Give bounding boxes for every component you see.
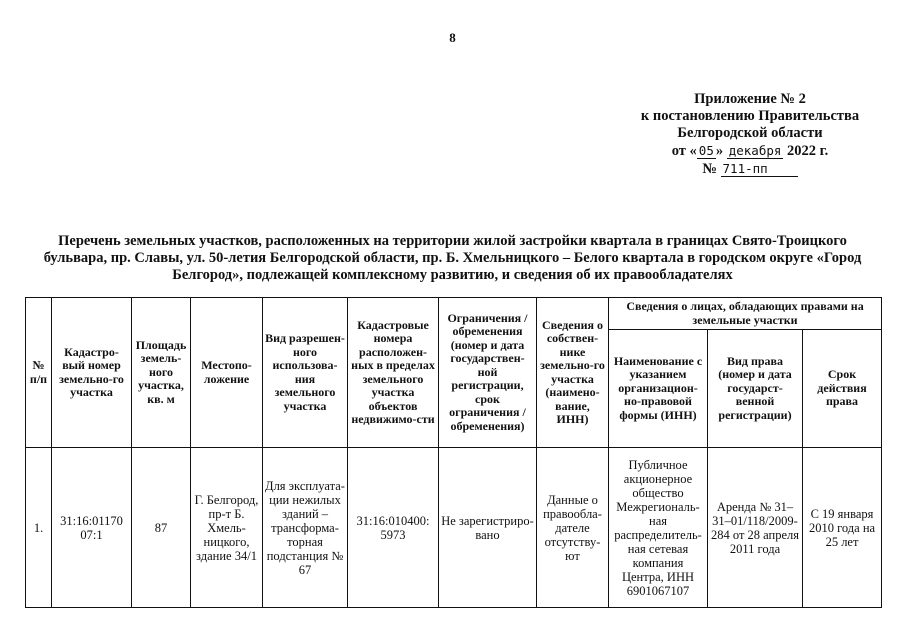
header-rights-group: Сведения о лицах, обладающих правами на земельные участки [609,298,882,330]
header-num: № п/п [26,298,52,448]
cell-restrictions: Не зарегистриро-вано [439,448,537,608]
header-restrictions: Ограничения / обременения (номер и дата государствен-ной регистрации, срок ограничения / обременения) [439,298,537,448]
cell-num: 1. [26,448,52,608]
date-day: 05 [698,143,714,158]
appendix-resolution: к постановлению Правительства [640,108,860,124]
header-objects-cadastral: Кадастровые номера расположен-ных в пределах земельного участка объектов недвижимо-сти [348,298,439,448]
cell-rights-name: Публичное акционерное общество Межрегиональ-ная распределитель-ная сетевая компания Центра, ИНН 6901067107 [609,448,708,608]
header-cadastral: Кадастро-вый номер земельно-го участка [52,298,132,448]
land-plots-table [25,297,882,608]
cell-area: 87 [132,448,191,608]
cell-location: Г. Белгород, пр-т Б. Хмель-ницкого, здание 34/1 [191,448,263,608]
cell-owner-info: Данные о правообла-дателе отсутству-ют [537,448,609,608]
date-prefix: от « [671,143,697,159]
cell-rights-type: Аренда № 31–31–01/118/2009-284 от 28 апреля 2011 года [708,448,803,608]
date-month: декабря [728,143,782,158]
date-year: 2022 г. [787,143,829,159]
cell-use-type: Для эксплуата-ции нежилых зданий – трансформа-торная подстанция № 67 [263,448,348,608]
header-rights-type: Вид права (номер и дата государст-венной регистрации) [708,330,803,448]
cell-objects-cadastral: 31:16:010400: 5973 [348,448,439,608]
page-number: 8 [449,30,456,45]
appendix-date [600,142,900,160]
header-rights-term: Срок действия права [803,330,882,448]
header-area: Площадь земель-ного участка, кв. м [132,298,191,448]
header-location: Местопо-ложение [191,298,263,448]
date-mid: » [715,143,724,159]
appendix-number [600,160,900,178]
appendix-region: Белгородской области [677,125,823,141]
header-owner-info: Сведения о собствен-нике земельно-го участка (наимено-вание, ИНН) [537,298,609,448]
appendix-title: Приложение № 2 [694,91,806,107]
cell-cadastral: 31:16:01170 07:1 [52,448,132,608]
number-value: 711-пп [721,161,798,177]
number-prefix: № [702,161,717,177]
header-use-type: Вид разрешен-ного использова-ния земельного участка [263,298,348,448]
document-title: Перечень земельных участков, расположенных на территории жилой застройки квартала в границах Свято-Троицкого бульвара, пр. Славы, ул. 50-летия Белгородской области, пр. Б. Хмельницкого – Белого квартала в городском округе «Город Белгород», подлежащей комплексному развитию, и сведения об их правообладателях [43,233,862,283]
cell-rights-term: С 19 января 2010 года на 25 лет [803,448,882,608]
appendix-header [600,91,900,178]
table-row [26,448,882,608]
header-rights-name: Наименование с указанием организацион-но-правовой формы (ИНН) [609,330,708,448]
